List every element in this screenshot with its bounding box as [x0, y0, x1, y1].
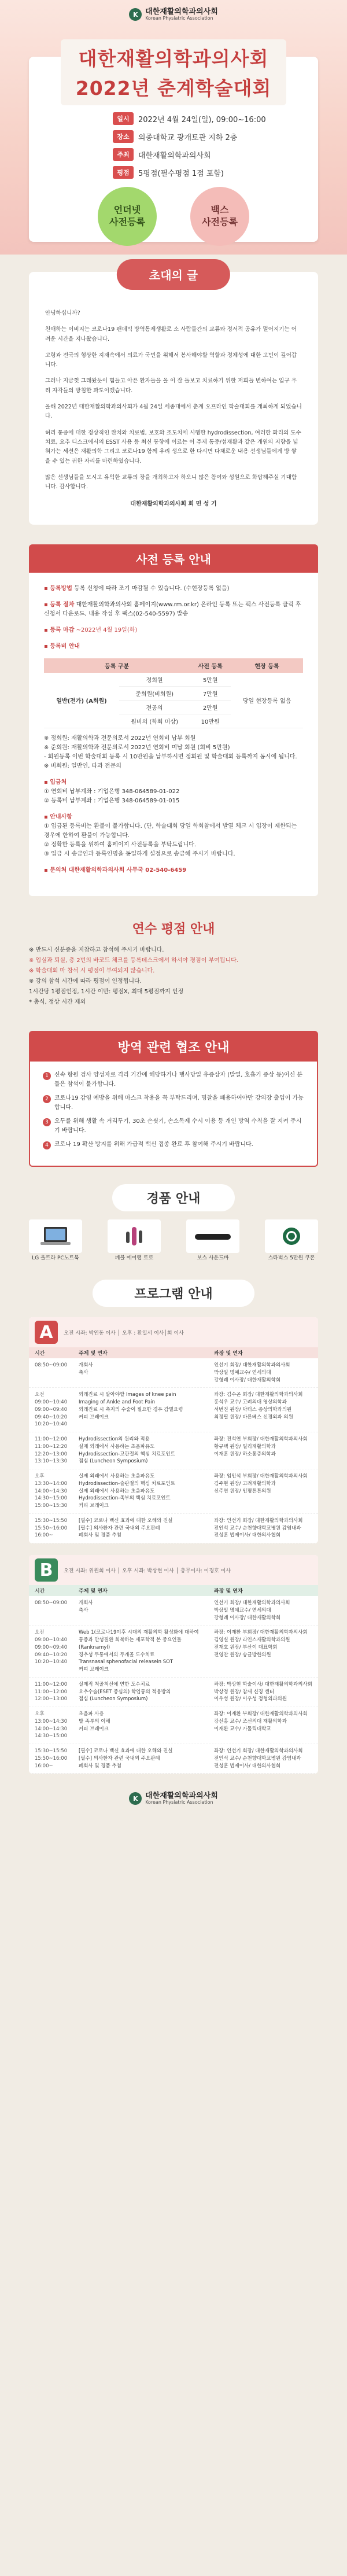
prize-item	[186, 1219, 239, 1262]
session-topic: Web 1(코로나19이후 시대의 재활의학 활성화에 대하여 통증과 만성질환 회복하는 세포학적 본 중요인들 (Ranknamyl) 경추성 두통에서의 두개골 도수치료 Transnasal sphenofacial releasein SOT 커피 브레이크	[79, 1630, 199, 1673]
fee-group: 일반(전가) (A회원)	[44, 673, 119, 728]
table-row	[29, 1678, 318, 1707]
account-line: ① 연회비 납부계좌 : 기업은행 348-064589-01-022	[44, 788, 180, 795]
prevention-title: 방역 관련 협조 안내	[117, 1041, 230, 1056]
session-time: 11:00~12:00 11:00~12:20 12:20~13:00 13:10~13:30	[35, 1436, 68, 1465]
col-topic: 주제 및 연자	[79, 1351, 108, 1357]
laptop-icon	[29, 1219, 82, 1253]
session-time: 11:00~12:00 11:00~12:00 12:00~13:00	[35, 1681, 68, 1702]
room-letter: A	[35, 1321, 58, 1344]
contact-line	[44, 866, 303, 875]
account-block	[44, 778, 303, 806]
table-row	[29, 1432, 318, 1469]
fee-type: 원비의 (학회 미상)	[119, 714, 190, 728]
credit-line: * 총식, 정상 시간 제외	[29, 999, 86, 1006]
session-time: 오후 13:30~14:00 14:00~14:30 14:30~15:00 15:00~15:30	[35, 1473, 68, 1509]
prize-item	[108, 1219, 161, 1262]
prevention-header	[30, 1032, 317, 1062]
guide-line: ① 입금된 등록비는 환불이 불가합니다. (단, 학술대회 당일 학회참에서 발열 체크 시 입장이 제한되는 경우에 한하여 환불이 가능합니다.	[44, 823, 297, 839]
number-icon: 2	[43, 1095, 51, 1103]
org-logo-icon: K	[129, 8, 142, 21]
reg-method	[44, 584, 303, 594]
prizes-section	[0, 1167, 347, 1268]
table-row	[44, 673, 303, 687]
fee-onsite: 당일 현장등록 없음	[231, 673, 303, 728]
col-speaker: 좌장 및 연자	[214, 1351, 243, 1357]
room-header	[29, 1317, 318, 1347]
org-logo-icon: K	[129, 1792, 142, 1805]
table-row	[29, 1358, 318, 1388]
registration-buttons	[29, 187, 318, 246]
prevention-text: 오두를 위해 생활 속 거리두기, 30초 손씻기, 손소독제 수시 이용 등 개인 방역 수칙을 잘 지켜 주시기 바랍니다.	[54, 1118, 302, 1134]
session-topic: 개회사 축사	[79, 1362, 93, 1376]
session-speakers: 좌장: 진석연 부회장/ 대한재활의학과의사회 황규택 원장/ 빌리재활의학과 이재훈 원장/ 하소통증의학과	[214, 1436, 308, 1457]
soundbar-icon	[186, 1219, 239, 1253]
info-tag: 평점	[113, 166, 134, 179]
session-speakers: 좌장: 인선기 회장/ 대한재활의학과의사회 전인석 교수/ 순천향대학교병원 감염내과 전성훈 법제이사/ 대한의사협회	[214, 1517, 303, 1539]
session-time: 15:30~15:50 15:50~16:00 16:00~	[35, 1748, 68, 1769]
reg-deadline-value: ~2022년 4월 19일(화)	[76, 627, 138, 634]
info-tag: 장소	[113, 130, 134, 143]
reg-procedure-value: 대한재활의학과의사회 홈페이지(www.rm.or.kr) 온라인 등록 또는 팩스 사전등록 클릭 후 신청서 다운로드, 내용 작성 후 팩스(02-540-5597) 발송	[44, 602, 301, 618]
col-speaker: 좌장 및 연자	[214, 1589, 243, 1595]
fee-note: ※ 준회원: 재활의학과 전문의로서 2022년 연회비 미납 회원 (회비 5만원)	[44, 745, 230, 751]
coffee-coupon-icon	[265, 1219, 318, 1253]
event-title	[61, 39, 286, 105]
table-row	[29, 1469, 318, 1514]
greeting-paragraph: 고령과 전국의 형상한 지재속에서 의료가 국민을 위해서 봉사해야할 역할과 정체성에 대한 고민이 깊어갑니다.	[45, 352, 297, 368]
info-tag: 일시	[113, 112, 134, 125]
prize-list	[29, 1219, 318, 1262]
prevention-item	[43, 1117, 304, 1136]
info-row-credit	[113, 166, 266, 179]
greeting-paragraph: 그러나 지금껏 그래왔듯이 힘들고 아픈 환자들을 올 이 잘 돌보고 치료하기 위한 저희들 변하여는 입구 우리 자각들의 방침한 과도이겠습니다.	[45, 378, 297, 394]
fax-register-button[interactable]: 백스 사전등록	[190, 187, 249, 246]
hero-card	[29, 47, 318, 242]
session-time: 08:50~09:00	[35, 1600, 68, 1606]
col-topic: 주제 및 연자	[79, 1589, 108, 1595]
session-speakers: 좌장: 김수곤 회장/ 대한재활의학과의사회 홍석우 교수/ 고려의대 영상의학과 서번진 원장/ 닥터스 종상의학과의원 최정필 원장/ 바른베스 신경외과 의원	[214, 1392, 303, 1420]
table-row	[29, 1596, 318, 1626]
account-line: ② 등록비 납부계좌 : 기업은행 348-064589-01-015	[44, 798, 180, 805]
reg-deadline-key: ▪ 등록 마감	[44, 627, 75, 634]
room-columns	[29, 1347, 318, 1358]
room-header	[29, 1555, 318, 1585]
prevention-item	[43, 1140, 304, 1149]
credit-title: 연수 평점 안내	[132, 922, 215, 937]
prizes-title: 경품 안내	[112, 1184, 235, 1211]
info-tag: 주최	[113, 148, 134, 161]
greeting-paragraph: 친애하는 이비지는 코로나19 팬데믹 방역통제생활로 소 사람들간의 교류와 정서적 공유가 멀어지기는 어려운 시간을 지나왔습니다.	[45, 326, 297, 342]
program-title: 프로그램 안내	[93, 1280, 254, 1307]
event-title-line1: 대한재활의학과의사회	[78, 47, 269, 70]
session-topic: 개회사 축사	[79, 1600, 93, 1613]
info-value: 2022년 4월 24일(일), 09:00~16:00	[138, 115, 266, 124]
fee-note: - 회원등록 이번 학술대회 등록 시 10만원을 납부하시면 정회원 및 학술대회 등록까지 동시에 됩니다.	[44, 754, 297, 761]
session-speakers: 좌장: 이재환 부회장/ 대한재활의학과의사회 강선홍 교수/ 조선의대 재활의학과 이재환 교수/ 가톨릭대학교	[214, 1711, 308, 1732]
session-time: 오전 09:00~10:40 09:00~09:40 09:40~10:20 10:20~10:40	[35, 1630, 68, 1665]
credit-line: 1시간당 1평점인정, 1시간 이만: 평점X, 최대 5평점까지 인정	[29, 989, 184, 996]
registration-section	[0, 544, 347, 896]
table-row	[29, 1707, 318, 1744]
footer-org-name-ko: 대한재활의학과의사회	[145, 1792, 218, 1801]
prevention-text: 코로나 19 확산 방지를 위해 가급적 백신 접종 완료 후 참여해 주시기 바랍니다.	[54, 1141, 253, 1148]
info-value: 의종대학교 광개토관 지하 2층	[138, 133, 238, 142]
hair-styler-icon	[108, 1219, 161, 1253]
prize-item	[265, 1219, 318, 1262]
fee-amount: 7만원	[190, 687, 231, 701]
session-topic: 외래진료 시 알아야할 Images of knee pain Imaging of Ankle and Foot Pain 외래진료 시 촉지의 수술이 필요한 경우 감별요령 커피 브레이크	[79, 1392, 183, 1420]
session-topic: [필수] 코로나 백신 효과에 대한 오해와 진실 [필수] 의사환자 관련 국내외 주요판례 폐회사 및 경품 추첨	[79, 1517, 173, 1539]
room-columns	[29, 1585, 318, 1596]
info-row-date	[113, 112, 266, 125]
prize-label: 페블 에어랩 토로	[115, 1255, 154, 1262]
prevention-text: 코로나19 감염 예방을 위해 마스크 착용을 꼭 부탁드리며, 명찰을 패용하여야만 강의장 출입이 가능합니다.	[54, 1095, 304, 1111]
fee-notes	[44, 734, 303, 771]
prize-label: 보스 사운드바	[197, 1255, 229, 1262]
greeting-paragraph: 안녕하십니까?	[45, 310, 80, 316]
prevention-body	[30, 1062, 317, 1166]
room-chairs: 오전 시좌: 박인동 이사 │ 오후 : 환일서 이사│회 이사	[64, 1330, 184, 1336]
greeting-signature: 대한재활의학과의사회 회 민 성 기	[130, 501, 217, 508]
session-time: 오전 09:00~10:40 09:00~09:40 09:40~10:20 10:20~10:40	[35, 1392, 68, 1428]
table-row	[29, 1514, 318, 1543]
table-row	[29, 1744, 318, 1774]
program-section	[0, 1268, 347, 1774]
credit-line: ※ 입실과 퇴실, 총 2번의 바코드 체크를 등록데스크에서 하셔야 평점이 부여됩니다.	[29, 957, 239, 964]
session-speakers: 좌장: 이재환 부회장/ 대한재활의학과의사회 김영실 원장/ 라인스재활의학과의원 전재호 원장/ 부산이 대표학회 전영찬 원장/ 송글방한의원	[214, 1630, 308, 1658]
session-speakers: 좌장: 박상현 학술이사/ 대한재활의학과의사회 박상정 원장/ 참새 신경 센터 이우성 원장/ 이우성 정형외과의원	[214, 1681, 312, 1702]
fee-header: 사전 등록	[190, 658, 231, 673]
credit-body	[29, 945, 318, 1008]
greeting-paragraph: 올해 2022년 대한재활의학과의사회가 4월 24일 세종대에서 춘계 오프라인 학술대회를 개최하게 되었습니다.	[45, 404, 302, 420]
session-time: 08:50~09:00	[35, 1362, 68, 1369]
prize-label: 스타벅스 5만원 쿠폰	[268, 1255, 315, 1262]
prevention-item	[43, 1071, 304, 1089]
session-speakers: 인선기 회장/ 대한재활의학과의사회 박상일 명예교수/ 연세의대 강형례 이사장/ 대한재활의학회	[214, 1362, 290, 1383]
reg-deadline	[44, 626, 303, 635]
session-topic: 초음파 사용 발 족부의 이해 커피 브레이크	[79, 1711, 110, 1732]
greeting-body	[45, 309, 302, 492]
credit-line: ※ 반드시 신분증을 지참하고 참석해 주시기 바랍니다.	[29, 947, 164, 954]
registration-header	[29, 544, 318, 573]
reg-fee-key: ▪ 등록비 안내	[44, 643, 80, 650]
reg-fee-title	[44, 642, 303, 651]
fee-type: 준회원(비회원)	[119, 687, 190, 701]
guide-line: ③ 입금 시 송금인과 등록인명을 동일하게 설정으로 송금해 주시기 바랍니다.	[44, 851, 235, 858]
guide-block	[44, 813, 303, 859]
fee-type: 전공의	[119, 701, 190, 714]
prevention-text: 신속 항원 검사 양성자로 격리 기간에 해당하거나 행사당일 유증상자 (발열, 호흡기 증상 등)이신 분들은 참석이 불가합니다.	[54, 1072, 303, 1088]
greeting-paragraph: 허리 통증에 대한 정상적인 완치와 치료법, 보호와 조도치에 시행한 hydrodissection, 여러한 화리의 도수치료, 요추 디스크에서의 ESST 사용 등 최신 동향에 이르는 이 주제 통증/섬재활과 같은 개원의 지향을 넓혀가는 세션은 재활의학 그리고 코로나19 함께 우리 생으로 한 다시면 다채로운 내용 선생님들에게 방 쌓을 수 있는 귀한 자리를 마련하였습니다.	[45, 429, 301, 465]
session-speakers: 좌장: 임인석 부회장/ 대한재활의학과의사회 김주현 원장/ 고려재활의학과 신주연 원장/ 인평튼튼의원	[214, 1473, 308, 1494]
info-row-host	[113, 148, 266, 161]
fee-note: ※ 정회원: 재활의학과 전문의로서 2022년 연회비 납부 회원	[44, 735, 196, 742]
room-b	[29, 1555, 318, 1774]
reg-procedure-key: ▪ 등록 절차	[44, 602, 75, 609]
org-name-ko: 대한재활의학과의사회	[145, 8, 218, 16]
prize-label: LG 울트라 PC노트북	[32, 1255, 79, 1262]
footer-org-name-en: Korean Physiatric Association	[145, 1800, 213, 1805]
room-a	[29, 1317, 318, 1543]
event-title-line2: 2022년 춘계학술대회	[75, 77, 272, 99]
session-topic: 실제 외래에서 사용하는 초음파유도 Hydrodissection-슬관절의 핵심 치료포인트 실제 외래에서 사용하는 초음파유도 Hydrodissection-족부의 핵심 치료포인트 커피 브레이크	[79, 1473, 175, 1509]
number-icon: 1	[43, 1072, 51, 1080]
account-title: ▪ 입금처	[44, 779, 67, 786]
room-letter: B	[35, 1558, 58, 1582]
contact-text: ▪ 문의처 대한재활의학과의사회 사무국 02-540-6459	[44, 867, 187, 874]
greeting-title: 초대의 글	[117, 259, 230, 290]
room-chairs: 오전 시좌: 위원회 이사 │ 오후 시좌: 박상현 이사 │ 총무이사: 이경호 이사	[64, 1568, 231, 1574]
info-row-place	[113, 130, 266, 143]
credit-section	[0, 896, 347, 1025]
col-time: 시간	[35, 1351, 45, 1357]
org-name-en: Korean Physiatric Association	[145, 15, 213, 21]
col-time: 시간	[35, 1589, 45, 1595]
guide-title: ▪ 안내사항	[44, 814, 72, 821]
session-speakers: 좌장: 인선기 회장/ 대한재활의학과의사회 전인석 교수/ 순천향대학교병원 감염내과 전성훈 법제이사/ 대한의사협회	[214, 1748, 303, 1769]
reg-method-key: ▪ 등록방법	[44, 585, 72, 592]
prize-item	[29, 1219, 82, 1262]
credit-line: ※ 강의 참석 시간에 따라 평점이 인정됩니다.	[29, 978, 142, 985]
online-register-button[interactable]: 언더넷 사전등록	[98, 187, 157, 246]
info-value: 5평점(필수평점 1점 포함)	[138, 169, 224, 178]
fee-amount: 2만원	[190, 701, 231, 714]
session-time: 오후 13:00~14:30 14:00~14:30 14:30~15:00	[35, 1711, 68, 1740]
registration-title: 사전 등록 안내	[136, 552, 211, 567]
reg-method-value: 등록 신청에 따라 조기 마감될 수 있습니다. (수현장등록 없음)	[74, 585, 230, 592]
footer	[0, 1785, 347, 1815]
fee-header: 등록 구분	[44, 658, 190, 673]
session-topic: [필수] 코로나 백신 효과에 대한 오해와 진실 [필수] 의사환자 관련 국내외 주요판례 폐회사 및 경품 추첨	[79, 1748, 173, 1769]
greeting-section	[0, 255, 347, 544]
fee-note: ※ 비회원: 일반인, 타과 전문의	[44, 763, 121, 770]
greeting-paragraph: 많은 선생님들을 모시고 유익한 교류의 장을 개최하고자 하오니 많은 참여와 성원으로 화답해주실 기대합니다. 감사합니다.	[45, 474, 297, 491]
fee-header: 현장 등록	[231, 658, 303, 673]
credit-line: ※ 학술대회 마 참석 시 평점이 부여되지 않습니다.	[29, 968, 155, 975]
prevention-item	[43, 1094, 304, 1112]
fee-amount: 5만원	[190, 673, 231, 687]
table-row	[29, 1626, 318, 1678]
org-header	[0, 0, 347, 21]
session-time: 15:30~15:50 15:50~16:00 16:00~	[35, 1517, 68, 1539]
greeting-card	[29, 268, 318, 525]
session-topic: Hydrodissection의 원리와 적용 실제 외래에서 사용하는 초음파유도 Hydrodissection-고관절의 핵심 치료포인트 점심 (Luncheon Symposium)	[79, 1436, 175, 1465]
reg-procedure	[44, 600, 303, 619]
fee-table	[44, 658, 303, 728]
hero-section	[0, 0, 347, 255]
session-speakers: 인선기 회장/ 대한재활의학과의사회 박상일 명예교수/ 연세의대 강형례 이사장/ 대한재활의학회	[214, 1600, 290, 1621]
event-info-list	[113, 112, 266, 184]
registration-card	[29, 573, 318, 896]
fee-type: 정회원	[119, 673, 190, 687]
number-icon: 3	[43, 1118, 51, 1126]
guide-line: ② 정확한 등록을 위하여 홈페이지 사전등록을 부탁드립니다.	[44, 842, 197, 849]
info-value: 대한재활의학과의사회	[138, 151, 211, 160]
prevention-section	[29, 1031, 318, 1167]
session-topic: 실제적 척골척신에 연한 도수치료 요추수술(ESET 중심의) 학업통의 적용방의 점심 (Luncheon Symposium)	[79, 1681, 171, 1702]
table-row	[29, 1388, 318, 1432]
fee-amount: 10만원	[190, 714, 231, 728]
number-icon: 4	[43, 1141, 51, 1149]
